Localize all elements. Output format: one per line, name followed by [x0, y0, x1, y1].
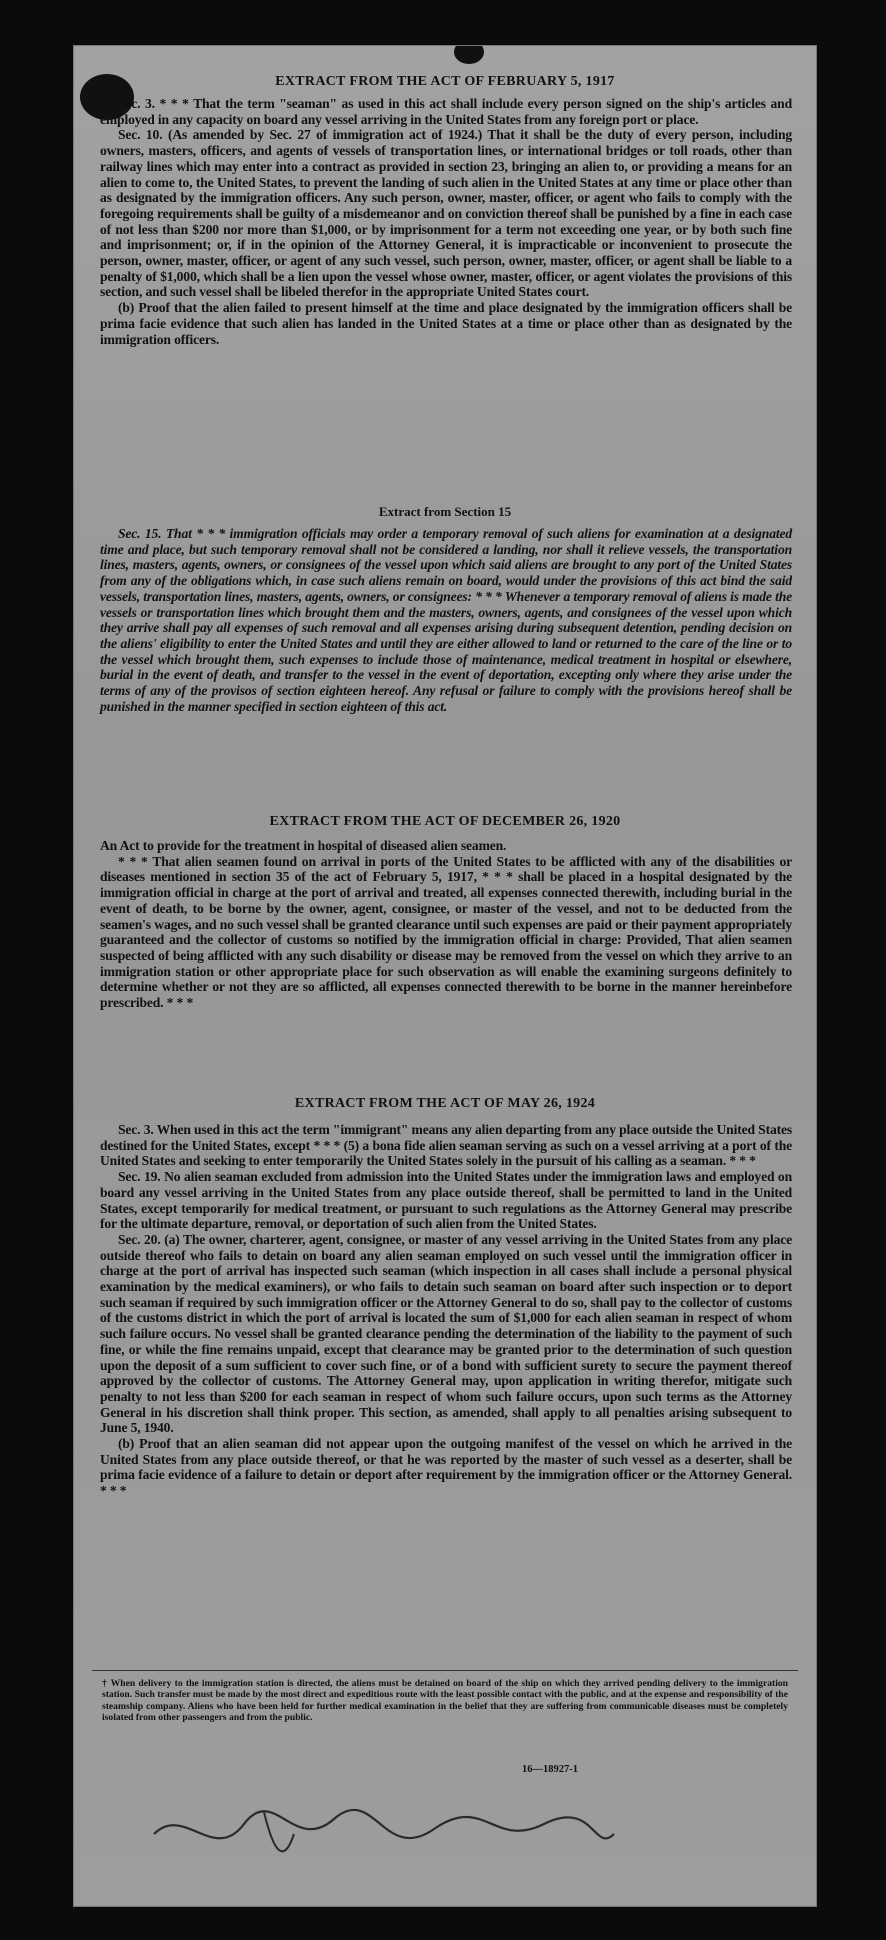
document-page: [74, 46, 816, 1906]
ink-blot: [454, 46, 484, 64]
paragraph-sec-3: Sec. 3. * * * That the term "seaman" as used in this act shall include every person signed on the ship's articles and employed in any capacity on board any vessel arriving in the United States from any foreign port or place.: [100, 96, 792, 127]
paragraph-1924-sec-3: Sec. 3. When used in this act the term "immigrant" means any alien departing from any place outside the United States destined for the United States, except * * * (5) a bona fide alien seaman serving as such on a vessel arriving at a port of the United States and seeking to enter temporarily the United States solely in the pursuit of his calling as a seaman. * * *: [100, 1122, 792, 1169]
text-act-1924: [100, 1122, 792, 1499]
text-act-1920: [100, 838, 792, 1011]
paragraph-1924-sec-20-a: Sec. 20. (a) The owner, charterer, agent, consignee, or master of any vessel arriving in the United States from any place outside thereof who fails to detain on board any alien seaman employed on such vessel until the immigration officer in charge at the port of arrival has inspected such seaman (which inspection in all cases shall include a personal physical examination by the medical examiners), or who fails to detain such seaman on board after such inspection or to deport such seaman if required by such immigration officer or the Attorney General to do so, shall pay to the collector of customs of the customs district in which the port of arrival is located the sum of $1,000 for each alien seaman in respect of whom such failure occurs. No vessel shall be granted clearance pending the determination of the liability to the payment of such fine, or while the fine remains unpaid, except that clearance may be granted prior to the determination of such question upon the deposit of a sum sufficient to cover such fine, or of a bond with sufficient surety to secure the payment thereof approved by the collector of customs. The Attorney General may, upon application in writing therefor, mitigate such penalty to not less than $200 for each seaman in respect of whom such failure occurs, upon such terms as the Attorney General in his discretion shall think proper. This section, as amended, shall apply to all penalties arising subsequent to June 5, 1940.: [100, 1231, 792, 1436]
heading-section-15: Extract from Section 15: [378, 504, 512, 519]
paragraph-sec-15: Sec. 15. That * * * immigration officials may order a temporary removal of such aliens for examination at a designated time and place, but such temporary removal shall not be considered a landing, nor shall it relieve vessels, the transportation lines, masters, agents, owners, or consignees of the vessel upon which said aliens are brought to any port of the United States from any of the obligations which, in case such aliens remain on board, would under the provisions of this act bind the said vessels, transportation lines, masters, agents, owners, or consignees: * * * Whenever a temporary removal of aliens is made the vessels or transportation lines which brought them and the masters, owners, agents, and consignees of the vessel upon which they arrive shall pay all expenses of such removal and all expenses arising during subsequent detention, pending decision on the aliens' eligibility to enter the United States and until they are either allowed to land or returned to the care of the line or to the vessel which brought them, such expenses to include those of maintenance, medical treatment in hospital or elsewhere, burial in the event of death, and transfer to the vessel in the event of deportation, excepting only where they arise under the terms of any of the provisos of section eighteen hereof. Any refusal or failure to comply with the provisions hereof shall be punished in the manner specified in section eighteen of this act.: [100, 526, 792, 714]
paragraph-sec-10: Sec. 10. (As amended by Sec. 27 of immigration act of 1924.) That it shall be the duty of every person, including owners, masters, officers, and agents of vessels of transportation lines, or international bridges or toll roads, other than railway lines which may enter into a contract as provided in section 23, bringing an alien to, or providing a means for an alien to come to, the United States, to prevent the landing of such alien in the United States at any time or place other than as designated by the immigration officers. Any such person, owner, master, officer, or agent who fails to comply with the foregoing requirements shall be guilty of a misdemeanor and on conviction thereof shall be punished by a fine in each case of not less than $200 nor more than $1,000, or by imprisonment for a term not exceeding one year, or by both such fine and imprisonment; or, if in the opinion of the Attorney General, it is impracticable or inconvenient to prosecute the person, owner, master, officer, or agent of any such vessel, such person, owner, master, officer, or agent shall be liable to a penalty of $1,000, which shall be a lien upon the vessel whose owner, master, officer, or agent violates the provisions of this section, and such vessel shall be libeled therefor in the appropriate United States court.: [100, 127, 792, 300]
text-section-15: [100, 526, 792, 714]
footnote: † When delivery to the immigration station is directed, the aliens must be detained on board of the ship on which they arrived pending delivery to the immigration station. Such transfer must be made by the most direct and expeditious route with the least possible contact with the public, and at the expense and responsibility of the steamship company. Aliens who have been held for further medical examination in the belief that they are suffering from communicable diseases must be completely isolated from other passengers and from the public.: [102, 1678, 788, 1724]
paragraph-1924-sec-19: Sec. 19. No alien seaman excluded from admission into the United States under the immigration laws and employed on board any vessel arriving in the United States from any place outside thereof, shall be permitted to land in the United States, except temporarily for medical treatment, or pursuant to such regulations as the Attorney General may prescribe for the ultimate departure, removal, or deportation of such alien from the United States.: [100, 1169, 792, 1232]
paragraph-body-1920: * * * That alien seamen found on arrival in ports of the United States to be afflicted with any of the disabilities or diseases mentioned in section 35 of the act of February 5, 1917, * * * shall be placed in a hospital designated by the immigration official in charge at the port of arrival and treated, all expenses connected therewith, including burial in the event of death, to be borne by the owner, agent, consignee, or master of the vessel, and not to be deducted from the seamen's wages, and no such vessel shall be granted clearance until such expenses are paid or their payment appropriately guaranteed and the collector of customs so notified by the immigration official in charge: Provided, That alien seamen suspected of being afflicted with any such disability or disease may be removed from the vessel on which they arrive to an immigration station or other appropriate place for such observation as will enable the examining surgeons definitely to determine whether or not they are so afflicted, all expenses connected therewith to be borne in the manner hereinbefore prescribed. * * *: [100, 853, 792, 1011]
heading-act-1917: EXTRACT FROM THE ACT OF FEBRUARY 5, 1917: [275, 74, 615, 89]
heading-act-1920: EXTRACT FROM THE ACT OF DECEMBER 26, 1920: [269, 814, 621, 829]
paragraph-1924-sec-20-b: (b) Proof that an alien seaman did not appear upon the outgoing manifest of the vessel on which he arrived in the United States from any place outside thereof, or that he was reported by the master of such vessel as a deserter, shall be prima facie evidence of a failure to detain or deport after requirement by the immigration officer or the Attorney General. * * *: [100, 1436, 792, 1499]
heading-act-1924: EXTRACT FROM THE ACT OF MAY 26, 1924: [294, 1096, 596, 1111]
paragraph-title-1920: An Act to provide for the treatment in hospital of diseased alien seamen.: [100, 838, 507, 853]
paragraph-sec-10-b: (b) Proof that the alien failed to present himself at the time and place designated by the immigration officers shall be prima facie evidence that such alien has landed in the United States at a time or place other than as designated by the immigration officers.: [100, 300, 792, 347]
form-number: 16—18927-1: [522, 1764, 578, 1775]
text-act-1917: [100, 96, 792, 347]
handwritten-signature: [144, 1794, 624, 1884]
footnote-divider: [92, 1670, 798, 1671]
